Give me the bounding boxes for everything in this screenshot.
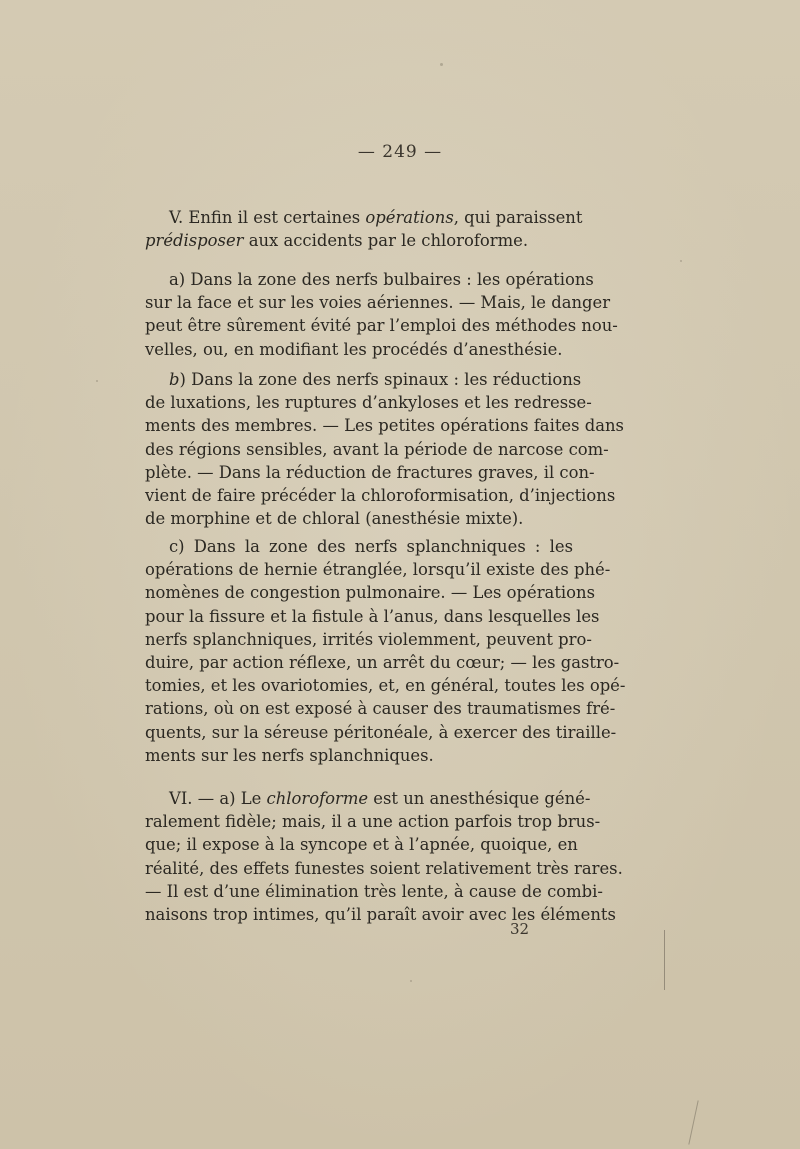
paragraph-b [145, 368, 624, 530]
text-line [145, 628, 592, 651]
text-run: naisons trop intimes, qu’il paraît avoir avec les éléments [145, 905, 616, 925]
text-run: quents, sur la séreuse péritonéale, à exercer des tiraille- [145, 722, 617, 742]
text-run: nomènes de congestion pulmonaire. — Les opérations [145, 583, 595, 603]
text-run: peut être sûrement évité par l’emploi des méthodes nou- [145, 316, 618, 336]
italic-run: prédisposer [145, 231, 244, 251]
paragraph-V [145, 206, 583, 252]
text-run: rations, où on est exposé à causer des traumatismes fré- [145, 699, 616, 719]
text-line [145, 903, 616, 926]
paragraph-a [145, 268, 618, 361]
text-line [145, 206, 583, 229]
text-run: VI. — a) Le [169, 789, 267, 808]
text-line [145, 338, 573, 361]
text-line [145, 674, 626, 697]
text-line [145, 461, 595, 484]
text-line [145, 833, 578, 856]
text-line [145, 880, 603, 903]
paragraph-c [145, 535, 626, 767]
text-line [145, 291, 611, 314]
text-line [145, 414, 624, 437]
text-run: nerfs splanchniques, irrités violemment, peuvent pro- [145, 629, 592, 649]
text-line [145, 268, 594, 291]
text-line [145, 810, 601, 833]
text-run: , qui paraissent [453, 208, 583, 227]
text-line [145, 535, 573, 558]
text-run: velles, ou, en modifiant les procédés d’anesthésie. [145, 339, 563, 359]
text-run: c) Dans la zone des nerfs splanchniques : les [169, 537, 573, 556]
text-line [145, 484, 616, 507]
text-run: ralement fidèle; mais, il a une action parfois trop brus- [145, 812, 601, 832]
paragraph-VI [145, 787, 623, 926]
italic-run: opérations [365, 208, 454, 227]
text-run: des régions sensibles, avant la période de narcose com- [145, 439, 609, 459]
text-line [145, 314, 618, 337]
text-run: de luxations, les ruptures d’ankyloses et les redresse- [145, 393, 592, 413]
text-run: vient de faire précéder la chloroformisation, d’injections [145, 486, 616, 506]
text-run: sur la face et sur les voies aériennes. — Mais, le danger [145, 293, 611, 313]
italic-run: b [169, 370, 180, 389]
text-run: — Il est d’une élimination très lente, à cause de combi- [145, 881, 603, 901]
text-line [145, 605, 600, 628]
page-header: — 249 — [357, 142, 443, 162]
text-run: opérations de hernie étranglée, lorsqu’il existe des phé- [145, 560, 611, 580]
text-line [145, 721, 617, 744]
text-run: V. Enfin il est certaines [169, 208, 366, 227]
text-run: tomies, et les ovariotomies, et, en général, toutes les opé- [145, 676, 626, 696]
text-line [145, 229, 573, 252]
text-run: aux accidents par le chloroforme. [243, 231, 529, 251]
signature-mark: 32 [510, 920, 530, 938]
text-line [145, 744, 573, 767]
text-run: réalité, des effets funestes soient relativement très rares. [145, 858, 623, 878]
text-line [145, 507, 573, 530]
text-line [145, 651, 620, 674]
text-run: que; il expose à la syncope et à l’apnée, quoique, en [145, 835, 578, 855]
text-run: ments sur les nerfs splanchniques. [145, 745, 434, 765]
text-line [145, 857, 623, 880]
text-run: plète. — Dans la réduction de fractures graves, il con- [145, 462, 595, 482]
text-run: pour la fissure et la fistule à l’anus, dans lesquelles les [145, 606, 600, 626]
text-run: duire, par action réflexe, un arrêt du cœur; — les gastro- [145, 653, 620, 673]
text-run: est un anesthésique géné- [368, 789, 591, 808]
text-run: de morphine et de chloral (anesthésie mixte). [145, 509, 524, 529]
text-run: ) Dans la zone des nerfs spinaux : les réductions [179, 370, 582, 389]
text-line [145, 787, 591, 810]
text-run: a) Dans la zone des nerfs bulbaires : les opérations [169, 270, 594, 289]
text-line [145, 697, 616, 720]
text-line [145, 438, 609, 461]
text-line [145, 368, 582, 391]
italic-run: chloroforme [266, 789, 369, 808]
text-line [145, 581, 595, 604]
text-line [145, 391, 592, 414]
text-line [145, 558, 611, 581]
text-run: ments des membres. — Les petites opérations faites dans [145, 416, 624, 436]
